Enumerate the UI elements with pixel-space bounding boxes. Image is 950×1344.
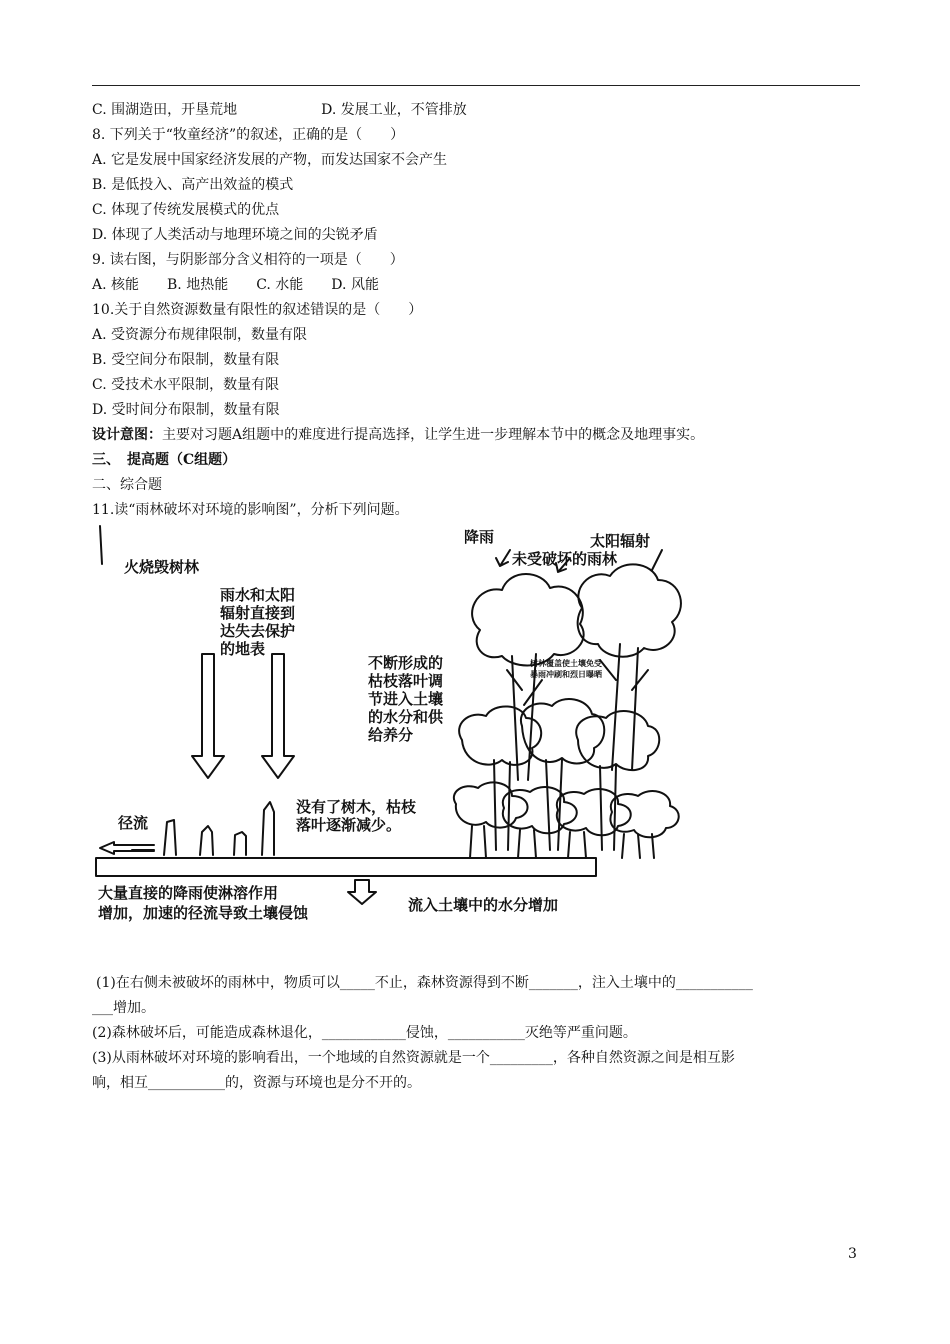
label-solar-radiation: 太阳辐射: [590, 532, 651, 550]
q7-option-cd: C. 围湖造田，开垦荒地 D. 发展工业，不管排放: [92, 102, 467, 118]
rain-arrow-right-icon: [262, 654, 294, 778]
soil-arrow-icon: [348, 880, 376, 904]
label-rain-sun: [219, 586, 295, 658]
label-branches-3: 节进入土壤: [368, 690, 444, 708]
q8-option-d: D. 体现了人类活动与地理环境之间的尖锐矛盾: [92, 227, 378, 243]
label-rain-sun-4: 的地表: [220, 640, 266, 658]
q11-answer-1-cont: ___增加。: [92, 1000, 155, 1016]
label-no-trees-2: 落叶逐渐减少。: [296, 816, 402, 834]
label-runoff: 径流: [118, 814, 149, 832]
page-number: 3: [848, 1246, 857, 1262]
label-no-trees-1: 没有了树木，枯枝: [296, 798, 417, 816]
q10-option-d: D. 受时间分布限制，数量有限: [92, 402, 280, 418]
q8-option-b: B. 是低投入、高产出效益的模式: [92, 177, 294, 193]
q8-stem: 8. 下列关于“牧童经济”的叙述，正确的是（ ）: [92, 127, 405, 143]
label-rain: 降雨: [464, 528, 495, 546]
label-branches-2: 枯枝落叶调: [368, 672, 444, 690]
rain-arrow-icon: [496, 550, 510, 566]
runoff-arrow-icon: [100, 842, 154, 854]
label-rain-sun-1: 雨水和太阳: [220, 586, 296, 604]
header-rule: [92, 85, 860, 86]
q10-option-a: A. 受资源分布规律限制，数量有限: [92, 327, 308, 343]
design-intent: [92, 426, 704, 444]
q9-options: A. 核能 B. 地热能 C. 水能 D. 风能: [92, 277, 379, 293]
rain-arrow-left-icon: [192, 654, 224, 778]
label-branches-4: 的水分和供: [368, 708, 444, 726]
label-branches-5: 给养分: [368, 726, 414, 744]
q11-answer-2: (2)森林破坏后，可能造成森林退化，____________侵蚀，___________灭绝等严重问题。: [92, 1025, 637, 1041]
q11-stem: 11.读“雨林破坏对环境的影响图”，分析下列问题。: [92, 502, 409, 518]
scan-mark: [100, 526, 102, 564]
q11-answer-3: (3)从雨林破坏对环境的影响看出，一个地域的自然资源就是一个_________，各种自然资源之间是相互影: [92, 1050, 735, 1066]
ground-bar: [96, 858, 596, 876]
q11-answer-1: (1)在右侧未被破坏的雨林中，物质可以_____不止，森林资源得到不断_______，注入土壤中的___________: [96, 975, 753, 991]
q10-stem: 10.关于自然资源数量有限性的叙述错误的是（ ）: [92, 302, 423, 318]
label-rain-sun-3: 达失去保护: [220, 622, 296, 640]
rainforest-diagram: [92, 520, 651, 930]
rainforest-trees: [454, 564, 681, 858]
section-two-title: 二、综合题: [92, 477, 162, 493]
design-intent-text: 主要对习题A组题中的难度进行提高选择，让学生进一步理解本节中的概念及地理事实。: [162, 427, 705, 443]
label-soil-water: 流入土壤中的水分增加: [408, 896, 559, 914]
label-fire: 火烧毁树林: [124, 558, 200, 576]
q10-option-c: C. 受技术水平限制，数量有限: [92, 377, 280, 393]
solar-arrow-icon: [652, 550, 662, 570]
q11-answer-3-cont: 响，相互___________的，资源与环境也是分不开的。: [92, 1075, 421, 1091]
design-intent-label: 设计意图：: [92, 427, 162, 443]
q8-option-c: C. 体现了传统发展模式的优点: [92, 202, 280, 218]
label-branches-1: 不断形成的: [368, 654, 444, 672]
label-rain-sun-2: 辐射直接到: [220, 604, 296, 622]
label-leaching-2: 增加，加速的径流导致土壤侵蚀: [98, 904, 309, 922]
q9-stem: 9. 读右图，与阴影部分含义相符的一项是（ ）: [92, 252, 404, 268]
label-branches: [368, 654, 444, 744]
label-undamaged-forest: 未受破坏的雨林: [512, 550, 618, 568]
label-leaching-1: 大量直接的降雨使淋溶作用: [98, 884, 279, 902]
tree-stumps: [164, 802, 274, 855]
q10-option-b: B. 受空间分布限制，数量有限: [92, 352, 280, 368]
label-canopy-1: 树林覆盖使土壤免受: [530, 659, 602, 668]
q8-option-a: A. 它是发展中国家经济发展的产物，而发达国家不会产生: [92, 152, 448, 168]
label-canopy-2: 暴雨冲刷和烈日曝晒: [530, 670, 602, 679]
section-three-title: 三、 提高题（C组题）: [92, 452, 237, 468]
